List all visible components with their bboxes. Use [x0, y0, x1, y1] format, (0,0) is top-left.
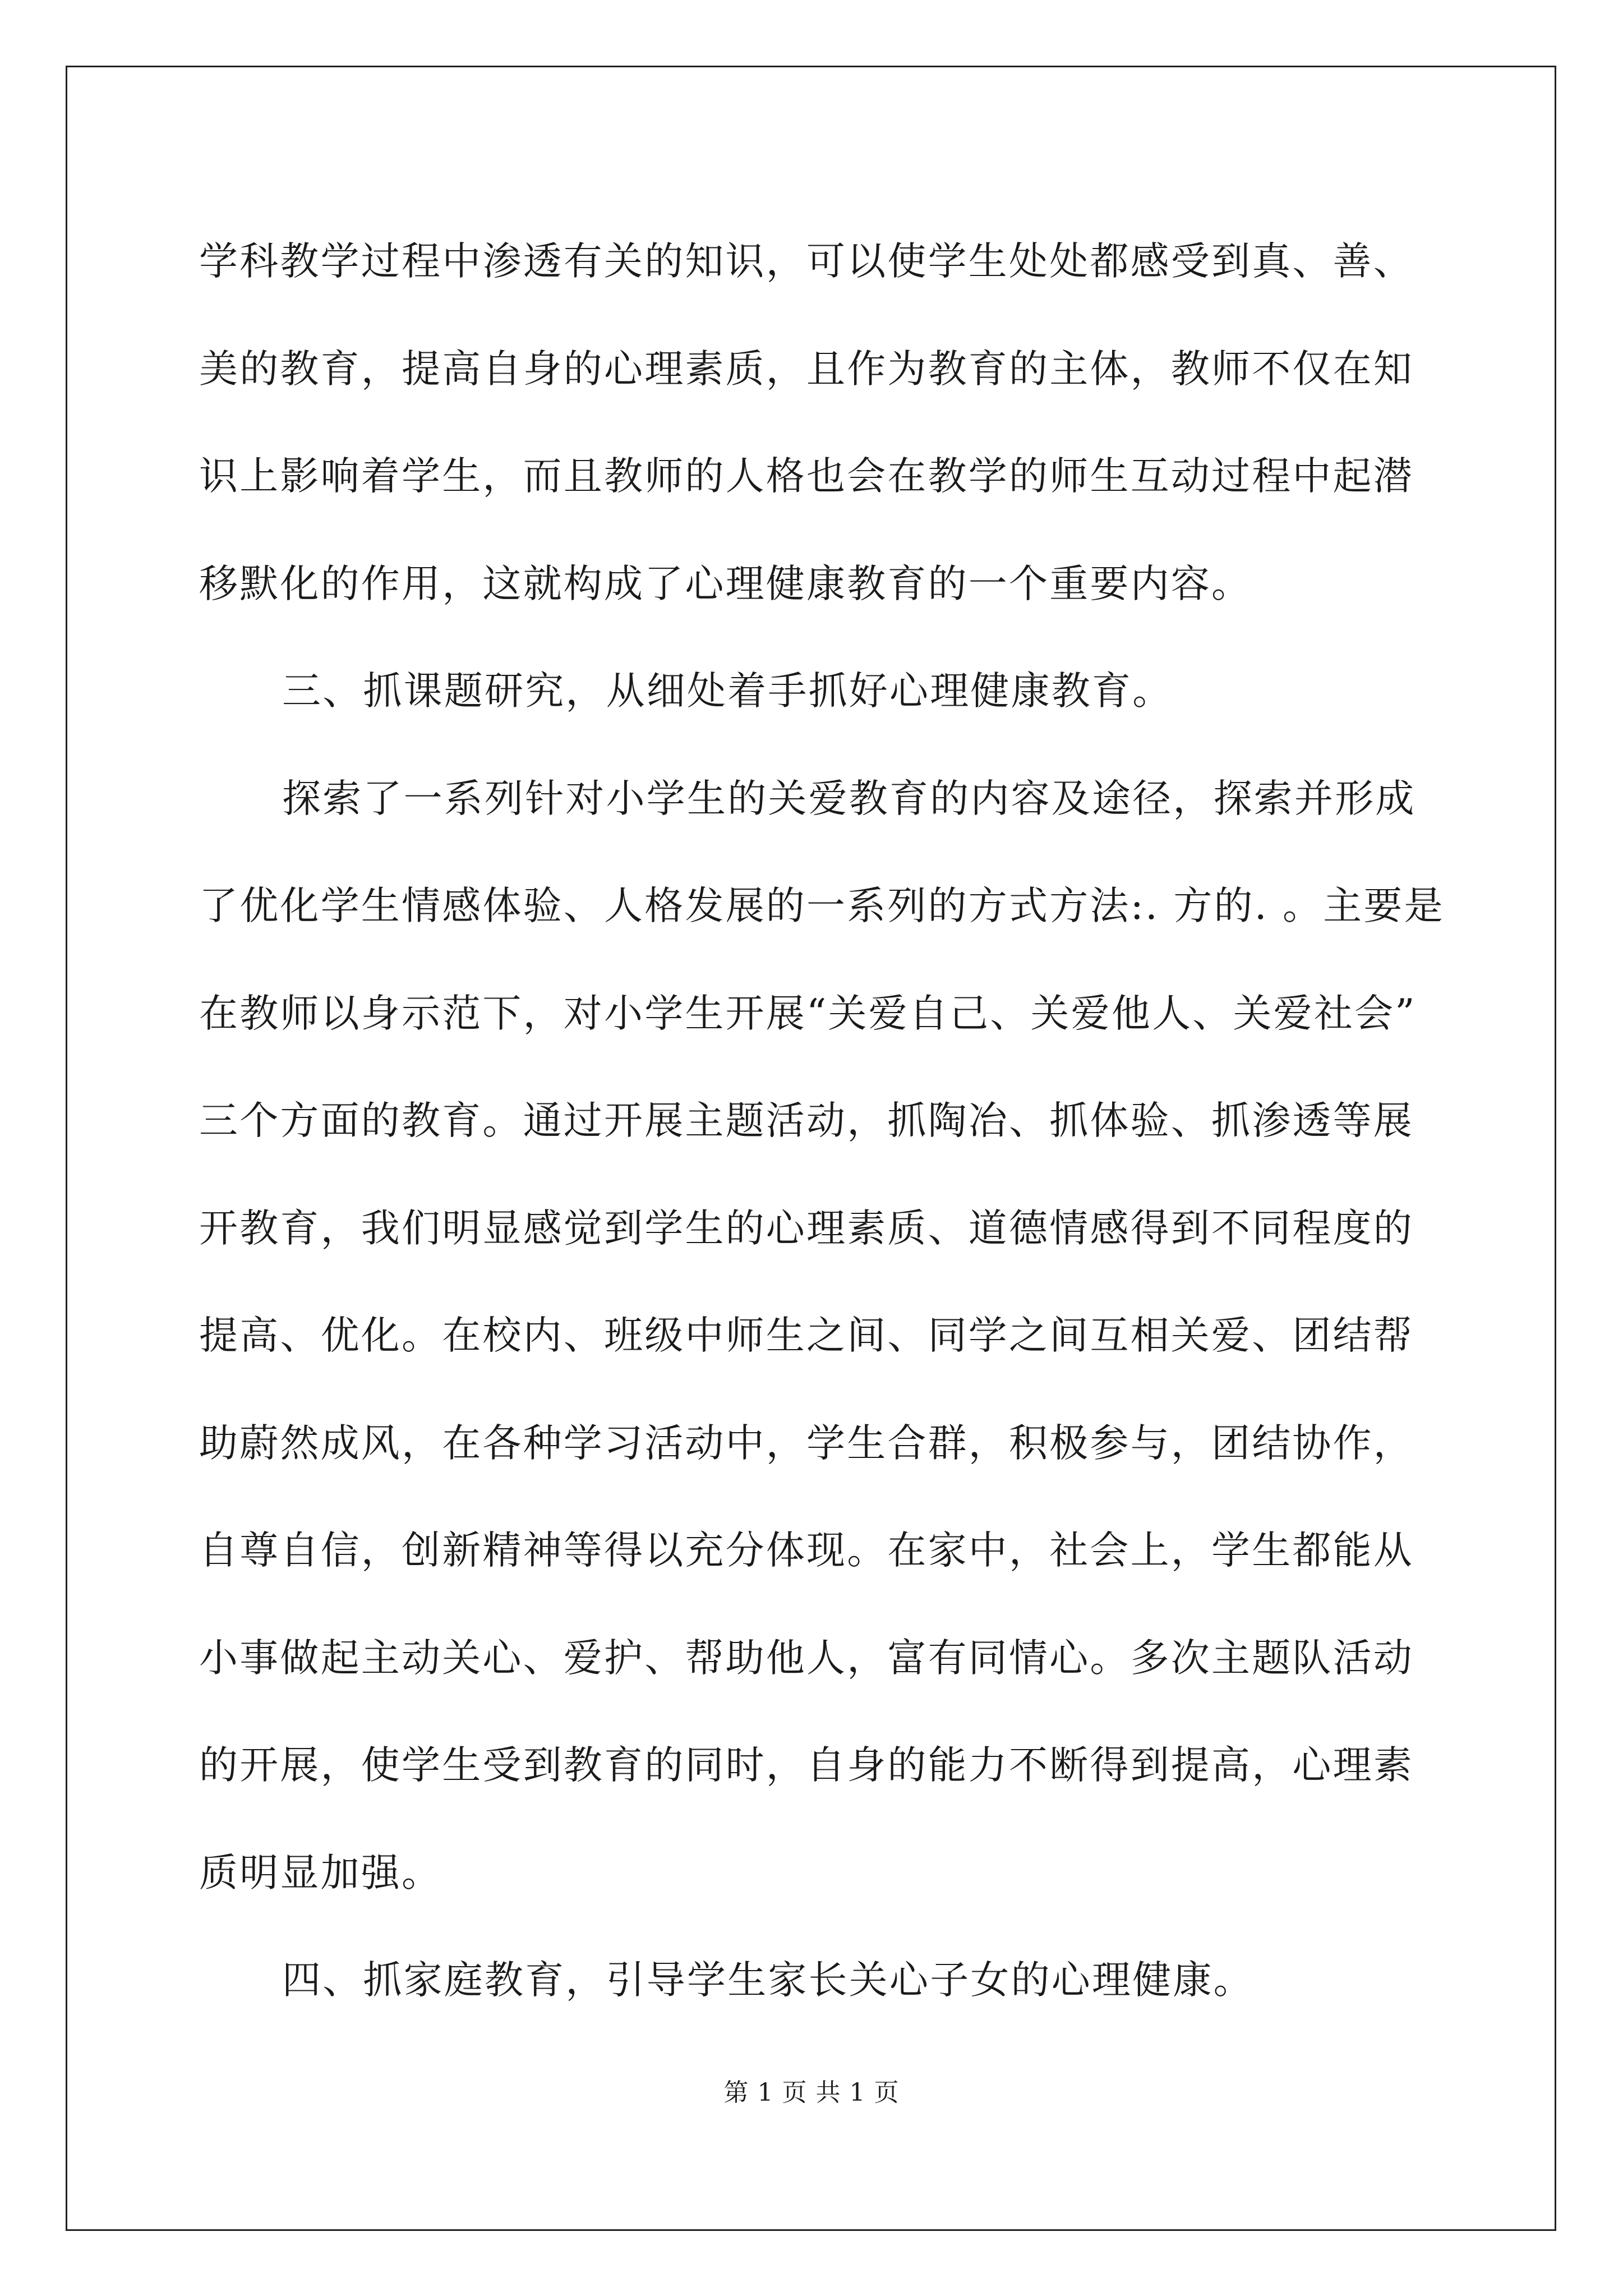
text-line-8: 在教师以身示范下，对小学生开展“关爱自己、关爱他人、关爱社会” [199, 991, 1417, 1036]
section-heading-3: 三、抓课题研究，从细处着手抓好心理健康教育。 [282, 669, 1173, 714]
text-line-12: 助蔚然成风，在各种学习活动中，学生合群，积极参与，团结协作， [199, 1420, 1414, 1466]
text-line-6: 探索了一系列针对小学生的关爱教育的内容及途径，探索并形成 [282, 776, 1416, 821]
text-line-10: 开教育，我们明显感觉到学生的心理素质、道德情感得到不同程度的 [199, 1205, 1414, 1251]
text-line-1: 学科教学过程中渗透有关的知识，可以使学生处处都感受到真、善、 [199, 239, 1414, 284]
text-line-14: 小事做起主动关心、爱护、帮助他人，富有同情心。多次主题队活动 [199, 1635, 1414, 1681]
text-line-3: 识上影响着学生，而且教师的人格也会在教学的师生互动过程中起潜 [199, 454, 1414, 499]
text-line-4: 移默化的作用，这就构成了心理健康教育的一个重要内容。 [199, 561, 1252, 606]
section-heading-4: 四、抓家庭教育，引导学生家长关心子女的心理健康。 [282, 1958, 1254, 2003]
text-line-9: 三个方面的教育。通过开展主题活动，抓陶冶、抓体验、抓渗透等展 [199, 1098, 1414, 1143]
document-body [199, 208, 1445, 2035]
page-number-footer: 第 1 页 共 1 页 [723, 2078, 900, 2107]
text-line-7: 了优化学生情感体验、人格发展的一系列的方式方法:. 方的. 。主要是 [199, 884, 1445, 928]
text-line-16: 质明显加强。 [199, 1850, 442, 1895]
text-line-15: 的开展，使学生受到教育的同时，自身的能力不断得到提高，心理素 [199, 1743, 1414, 1788]
text-line-13: 自尊自信，创新精神等得以充分体现。在家中，社会上，学生都能从 [199, 1528, 1414, 1573]
text-line-11: 提高、优化。在校内、班级中师生之间、同学之间互相关爱、团结帮 [199, 1313, 1414, 1358]
text-line-2: 美的教育，提高自身的心理素质，且作为教育的主体，教师不仅在知 [199, 346, 1414, 392]
